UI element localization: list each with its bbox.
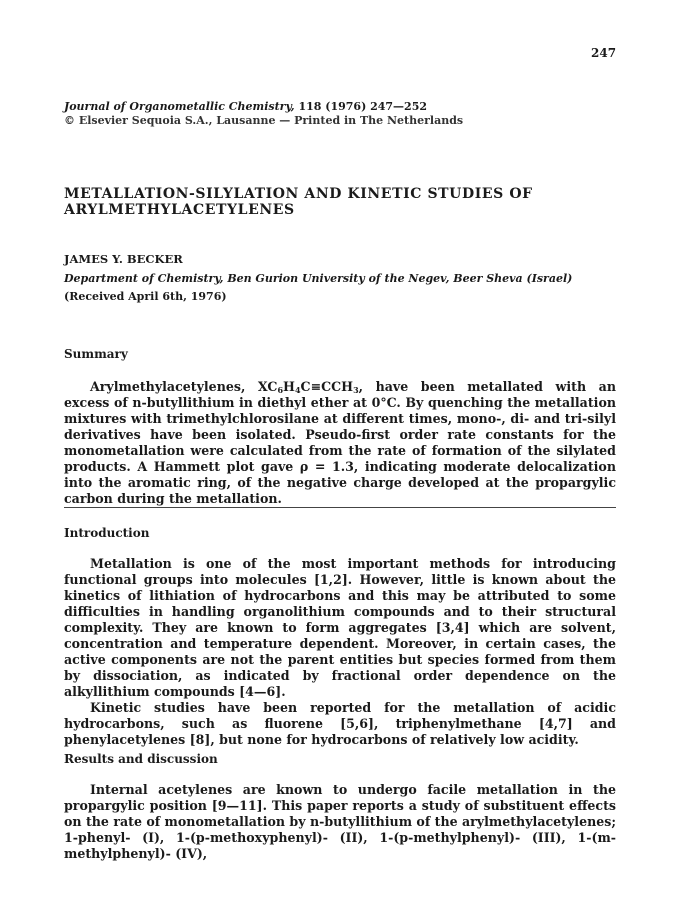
journal-citation <box>64 100 427 113</box>
introduction-body <box>64 556 616 748</box>
summary-subscript-1: 6 <box>277 385 284 395</box>
introduction-text-1: Metallation is one of the most important methods for introducing functional groups into molecules [1,2]. However, little is known about the kinetics of lithiation of hydrocarbons and this may be attributed to some difficulties in handling organolithium compounds and to their structural complexity. They are known to form aggregates [3,4] which are solvent, concentration and temperature dependent. Moreover, in certain cases, the active components are not the parent entities but species formed from them by dissociation, as indicated by fractional order dependence on the alkyllithium compounds [4—6]. <box>64 556 616 699</box>
introduction-text-2: Kinetic studies have been reported for the metallation of acidic hydrocarbons, such as fluorene [5,6], triphenylmethane [4,7] and phenylacetylenes [8], but none for hydrocarbons of relatively low acidity. <box>64 700 616 747</box>
summary-text-a: Arylmethylacetylenes, XC <box>90 379 278 394</box>
introduction-paragraph-1 <box>64 556 616 700</box>
introduction-paragraph-2 <box>64 700 616 748</box>
journal-name: Journal of Organometallic Chemistry, <box>64 100 295 113</box>
journal-volume-pages: 118 (1976) 247—252 <box>294 100 428 113</box>
copyright-line: © Elsevier Sequoia S.A., Lausanne — Printed in The Netherlands <box>64 114 464 127</box>
title-line-2: ARYLMETHYLACETYLENES <box>64 202 295 218</box>
summary-paragraph <box>64 379 616 507</box>
author-name: JAMES Y. BECKER <box>64 252 183 266</box>
article-title <box>64 186 624 218</box>
summary-text-b: H <box>283 379 295 394</box>
summary-text-c: C≡CCH <box>300 379 354 394</box>
summary-subscript-2: 4 <box>294 385 301 395</box>
page-number: 247 <box>591 46 617 60</box>
section-divider <box>64 507 616 508</box>
title-line-1: METALLATION-SILYLATION AND KINETIC STUDIES OF <box>64 186 533 202</box>
introduction-heading: Introduction <box>64 526 150 540</box>
summary-text-d: , have been metallated with an excess of n-butyllithium in diethyl ether at 0°C. By quenching the metallation mixtures with trimethylchlorosilane at different times, mono-, di- and tri-silyl derivatives have been isolated. Pseudo-first order rate constants for the monometallation were calculated from the rate of formation of the silylated products. A Hammett plot gave ρ = 1.3, indicating moderate delocalization into the aromatic ring, of the negative charge developed at the propargylic carbon during the metallation. <box>64 379 616 506</box>
received-date: (Received April 6th, 1976) <box>64 290 227 303</box>
results-paragraph <box>64 782 616 862</box>
summary-subscript-3: 3 <box>353 385 359 395</box>
results-heading: Results and discussion <box>64 752 218 766</box>
results-text: Internal acetylenes are known to undergo facile metallation in the propargylic position [9—11]. This paper reports a study of substituent effects on the rate of monometallation by n-butyllithium of the arylmethylacetylenes; 1-phenyl- (I), 1-(p-methoxyphenyl)- (II), 1-(p-methylphenyl)- (III), 1-(m-methylphenyl)- (IV), <box>64 782 616 861</box>
author-affiliation: Department of Chemistry, Ben Gurion University of the Negev, Beer Sheva (Israel) <box>64 272 573 285</box>
summary-heading: Summary <box>64 347 128 361</box>
